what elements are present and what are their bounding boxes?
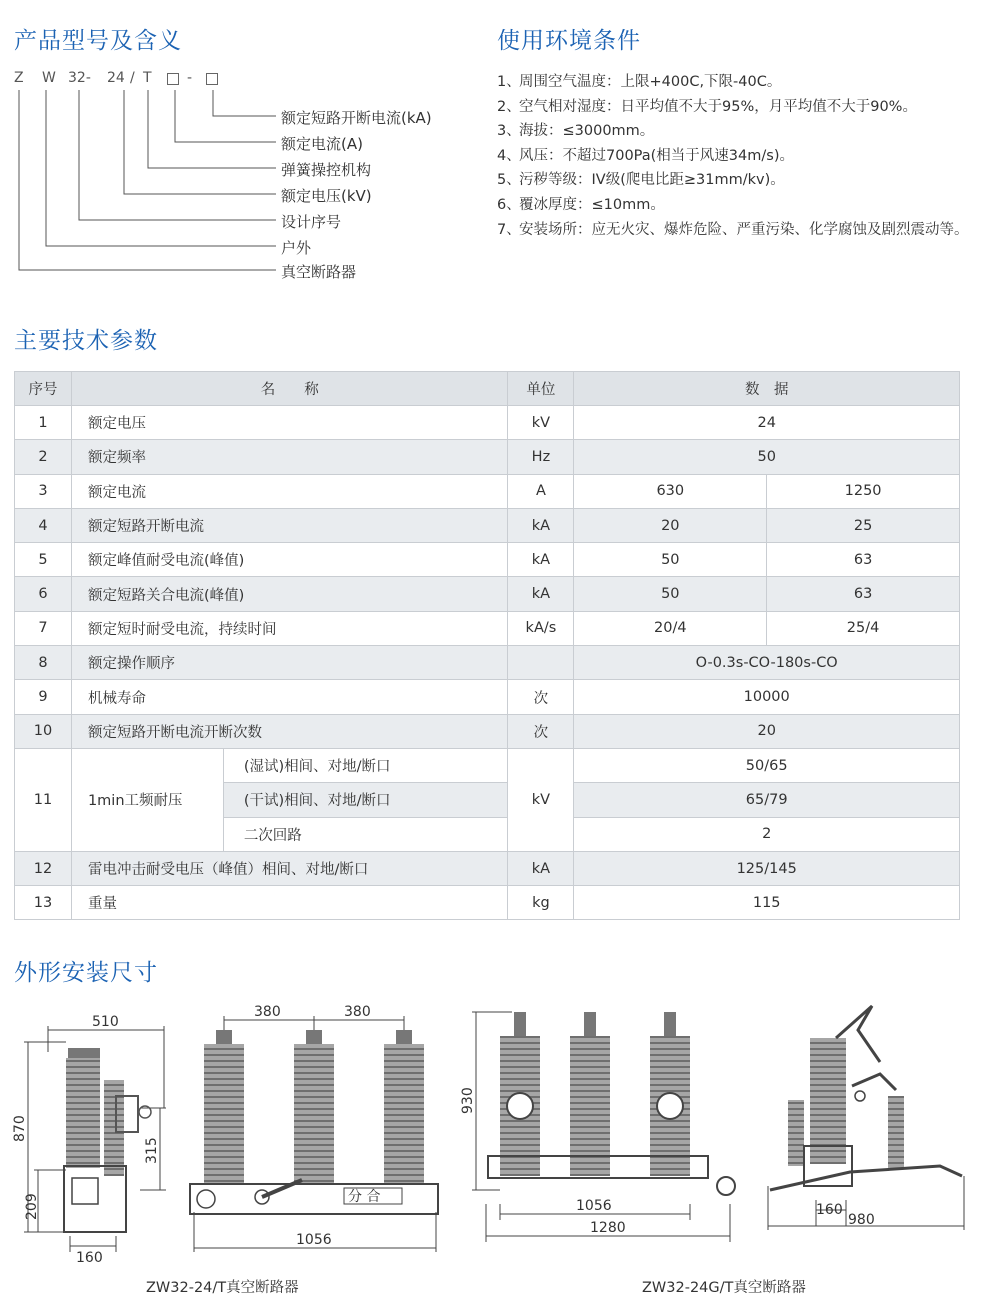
cell-seq: 1 bbox=[15, 406, 72, 440]
cell-unit: kA bbox=[508, 577, 574, 611]
table-row bbox=[15, 680, 960, 714]
dim-930: 930 bbox=[460, 1087, 476, 1114]
table-row bbox=[15, 577, 960, 611]
cell-name: 额定短路开断电流开断次数 bbox=[71, 714, 508, 748]
table-row bbox=[15, 886, 960, 920]
env-text: 安装场所：应无火灾、爆炸危险、严重污染、化学腐蚀及剧烈震动等。 bbox=[519, 221, 969, 238]
table-row bbox=[15, 474, 960, 508]
cell-sub-name: (湿试)相间、对地/断口 bbox=[223, 748, 508, 782]
env-text: 污秽等级：IV级(爬电比距≥31mm/kv)。 bbox=[519, 172, 785, 189]
table-row bbox=[15, 440, 960, 474]
cell-unit: kV bbox=[508, 748, 574, 851]
dim-380-left: 380 bbox=[254, 1004, 281, 1020]
caption-24t: ZW32-24/T真空断路器 bbox=[146, 1280, 299, 1296]
table-row bbox=[15, 611, 960, 645]
dim-160-g: 160 bbox=[816, 1202, 843, 1218]
dim-1280: 1280 bbox=[590, 1220, 626, 1236]
cell-value: 24 bbox=[574, 406, 960, 440]
table-row bbox=[15, 646, 960, 680]
open-close-label: 分 合 bbox=[348, 1189, 381, 1205]
env-text: 空气相对湿度：日平均值不大于95%，月平均值不大于90%。 bbox=[519, 98, 917, 115]
cell-seq: 13 bbox=[15, 886, 72, 920]
env-text: 周围空气温度：上限+400C,下限-40C。 bbox=[519, 74, 782, 90]
env-text: 覆冰厚度：≤10mm。 bbox=[519, 196, 665, 213]
drawing-front-view-24gt bbox=[460, 1012, 735, 1242]
cell-sub-name: (干试)相间、对地/断口 bbox=[223, 783, 508, 817]
cell-unit: Hz bbox=[508, 440, 574, 474]
cell-name: 雷电冲击耐受电压（峰值）相间、对地/断口 bbox=[71, 851, 508, 885]
model-code-leader-lines bbox=[0, 0, 300, 290]
cell-value: 63 bbox=[767, 577, 960, 611]
cell-unit: kg bbox=[508, 886, 574, 920]
dim-1056: 1056 bbox=[296, 1232, 332, 1248]
header-unit: 单位 bbox=[508, 372, 574, 406]
cell-name: 额定短路关合电流(峰值) bbox=[71, 577, 508, 611]
env-item bbox=[497, 144, 977, 169]
cell-seq: 9 bbox=[15, 680, 72, 714]
cell-unit: A bbox=[508, 474, 574, 508]
table-row bbox=[15, 851, 960, 885]
cell-value: 50/65 bbox=[574, 748, 960, 782]
cell-seq: 7 bbox=[15, 611, 72, 645]
table-row bbox=[15, 406, 960, 440]
cell-value: 20 bbox=[574, 714, 960, 748]
drawing-side-view-24t bbox=[12, 1014, 166, 1266]
cell-seq: 8 bbox=[15, 646, 72, 680]
cell-value: 630 bbox=[574, 474, 767, 508]
code-dash: - bbox=[187, 70, 193, 86]
model-section-title: 产品型号及含义 bbox=[14, 28, 182, 54]
env-section-title: 使用环境条件 bbox=[497, 28, 641, 54]
dimension-drawings bbox=[0, 990, 1000, 1270]
tech-section-title: 主要技术参数 bbox=[14, 328, 158, 354]
cell-seq: 12 bbox=[15, 851, 72, 885]
env-item bbox=[497, 119, 977, 144]
cell-seq: 10 bbox=[15, 714, 72, 748]
table-row bbox=[15, 508, 960, 542]
cell-unit: 次 bbox=[508, 714, 574, 748]
cell-unit: 次 bbox=[508, 680, 574, 714]
env-item bbox=[497, 95, 977, 120]
cell-name: 额定电压 bbox=[71, 406, 508, 440]
code-slash: / bbox=[130, 70, 135, 86]
cell-value: 2 bbox=[574, 817, 960, 851]
cell-unit: kA/s bbox=[508, 611, 574, 645]
cell-seq: 2 bbox=[15, 440, 72, 474]
code-seq: 32- bbox=[68, 70, 91, 86]
dim-380-right: 380 bbox=[344, 1004, 371, 1020]
env-num: 3、 bbox=[497, 123, 521, 140]
cell-value: 10000 bbox=[574, 680, 960, 714]
dims-section-title: 外形安装尺寸 bbox=[14, 960, 158, 986]
cell-value: 20/4 bbox=[574, 611, 767, 645]
cell-value: O-0.3s-CO-180s-CO bbox=[574, 646, 960, 680]
code-z: Z bbox=[14, 70, 24, 86]
cell-seq: 4 bbox=[15, 508, 72, 542]
cell-sub-name: 二次回路 bbox=[223, 817, 508, 851]
cell-value: 25 bbox=[767, 508, 960, 542]
cell-seq: 3 bbox=[15, 474, 72, 508]
code-w: W bbox=[42, 70, 56, 86]
env-item bbox=[497, 168, 977, 193]
env-text: 风压：不超过700Pa(相当于风速34m/s)。 bbox=[519, 147, 794, 164]
cell-value: 25/4 bbox=[767, 611, 960, 645]
table-row bbox=[15, 748, 960, 782]
legend-outdoor: 户外 bbox=[281, 239, 312, 257]
tech-params-table bbox=[14, 371, 960, 920]
env-num: 5、 bbox=[497, 172, 521, 189]
environment-list bbox=[497, 70, 977, 242]
env-num: 2、 bbox=[497, 98, 521, 115]
legend-vacuum-breaker: 真空断路器 bbox=[281, 263, 357, 281]
dim-510: 510 bbox=[92, 1014, 119, 1030]
cell-value: 115 bbox=[574, 886, 960, 920]
cell-value: 125/145 bbox=[574, 851, 960, 885]
cell-unit: kA bbox=[508, 543, 574, 577]
cell-seq: 11 bbox=[15, 748, 72, 851]
cell-name: 额定短时耐受电流，持续时间 bbox=[71, 611, 508, 645]
table-row bbox=[15, 543, 960, 577]
cell-seq: 5 bbox=[15, 543, 72, 577]
env-num: 1、 bbox=[497, 74, 521, 90]
cell-name: 机械寿命 bbox=[71, 680, 508, 714]
cell-name: 额定操作顺序 bbox=[71, 646, 508, 680]
env-item bbox=[497, 218, 977, 243]
drawing-side-view-24gt bbox=[768, 1006, 964, 1230]
legend-breaking-current: 额定短路开断电流(kA) bbox=[281, 109, 432, 127]
legend-design-seq: 设计序号 bbox=[281, 213, 342, 231]
legend-rated-voltage: 额定电压(kV) bbox=[281, 187, 372, 205]
cell-name: 额定频率 bbox=[71, 440, 508, 474]
cell-name: 额定短路开断电流 bbox=[71, 508, 508, 542]
code-t: T bbox=[143, 70, 152, 86]
cell-unit: kA bbox=[508, 851, 574, 885]
dim-980: 980 bbox=[848, 1212, 875, 1228]
table-row bbox=[15, 714, 960, 748]
table-header-row bbox=[15, 372, 960, 406]
cell-seq: 6 bbox=[15, 577, 72, 611]
cell-name: 1min工频耐压 bbox=[71, 748, 223, 851]
dim-160: 160 bbox=[76, 1250, 103, 1266]
cell-name: 额定电流 bbox=[71, 474, 508, 508]
cell-value: 50 bbox=[574, 543, 767, 577]
env-item bbox=[497, 193, 977, 218]
legend-rated-current: 额定电流(A) bbox=[281, 135, 363, 153]
cell-value: 50 bbox=[574, 577, 767, 611]
cell-unit bbox=[508, 646, 574, 680]
dim-870: 870 bbox=[12, 1115, 28, 1142]
env-text: 海拔：≤3000mm。 bbox=[519, 123, 655, 140]
cell-value: 50 bbox=[574, 440, 960, 474]
drawing-front-view-24t bbox=[190, 1004, 438, 1252]
header-data: 数 据 bbox=[574, 372, 960, 406]
code-volt: 24 bbox=[107, 70, 125, 86]
cell-value: 20 bbox=[574, 508, 767, 542]
env-num: 7、 bbox=[497, 221, 521, 238]
legend-spring-mechanism: 弹簧操控机构 bbox=[281, 161, 372, 179]
dim-315: 315 bbox=[144, 1137, 160, 1164]
cell-name: 重量 bbox=[71, 886, 508, 920]
dim-209: 209 bbox=[24, 1193, 40, 1220]
dim-1056-g: 1056 bbox=[576, 1198, 612, 1214]
cell-unit: kV bbox=[508, 406, 574, 440]
cell-value: 63 bbox=[767, 543, 960, 577]
env-num: 6、 bbox=[497, 196, 521, 213]
header-name: 名 称 bbox=[71, 372, 508, 406]
env-item bbox=[497, 70, 977, 95]
cell-value: 65/79 bbox=[574, 783, 960, 817]
caption-24gt: ZW32-24G/T真空断路器 bbox=[642, 1280, 806, 1296]
header-seq: 序号 bbox=[15, 372, 72, 406]
cell-unit: kA bbox=[508, 508, 574, 542]
cell-value: 1250 bbox=[767, 474, 960, 508]
cell-name: 额定峰值耐受电流(峰值) bbox=[71, 543, 508, 577]
env-num: 4、 bbox=[497, 147, 521, 164]
